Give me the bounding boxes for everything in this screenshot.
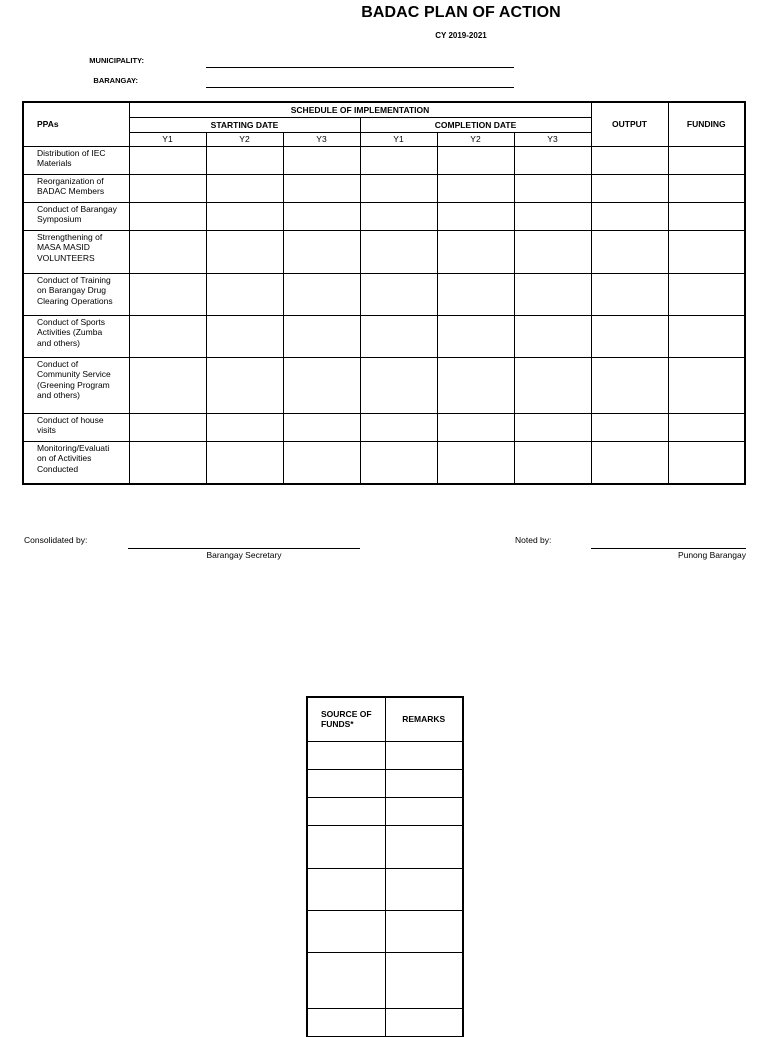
start-y3-header: Y3 xyxy=(283,132,360,146)
consolidated-by-signature-line[interactable] xyxy=(128,548,360,549)
table-cell[interactable] xyxy=(668,202,745,230)
table-row xyxy=(307,868,463,910)
source-of-funds-label: SOURCE OF FUNDS* xyxy=(321,709,372,730)
document-subtitle: CY 2019-2021 xyxy=(435,31,487,40)
ppa-label: Conduct of house visits xyxy=(37,414,104,435)
table-row xyxy=(307,769,463,797)
table-cell[interactable] xyxy=(591,315,668,357)
table-cell[interactable] xyxy=(514,413,591,441)
table-row xyxy=(307,1008,463,1036)
table-cell[interactable] xyxy=(385,868,463,910)
table-cell[interactable] xyxy=(360,441,437,484)
table-cell[interactable] xyxy=(206,202,283,230)
ppa-cell xyxy=(23,273,129,315)
table-cell[interactable] xyxy=(437,441,514,484)
table-row xyxy=(23,413,745,441)
table-cell[interactable] xyxy=(385,741,463,769)
table-cell[interactable] xyxy=(668,146,745,174)
table-row xyxy=(307,797,463,825)
ppa-cell xyxy=(23,146,129,174)
consolidated-by-label: Consolidated by: xyxy=(24,535,88,545)
ppa-label: Conduct of Sports Activities (Zumba and others) xyxy=(37,316,106,348)
table-cell[interactable] xyxy=(668,273,745,315)
table-cell[interactable] xyxy=(129,202,206,230)
table-cell[interactable] xyxy=(385,797,463,825)
table-cell[interactable] xyxy=(385,1008,463,1036)
table-cell[interactable] xyxy=(307,797,385,825)
table-row xyxy=(23,441,745,484)
table-cell[interactable] xyxy=(591,413,668,441)
source-of-funds-header xyxy=(307,697,385,741)
table-cell[interactable] xyxy=(514,357,591,413)
noted-by-signature-line[interactable] xyxy=(591,548,746,549)
barangay-field-line[interactable] xyxy=(206,87,514,88)
ppa-cell xyxy=(23,357,129,413)
ppa-cell xyxy=(23,174,129,202)
table-cell[interactable] xyxy=(206,413,283,441)
table-cell[interactable] xyxy=(360,315,437,357)
starting-date-header: STARTING DATE xyxy=(129,117,360,132)
table-cell[interactable] xyxy=(591,174,668,202)
table-cell[interactable] xyxy=(437,357,514,413)
table-cell[interactable] xyxy=(129,357,206,413)
table-cell[interactable] xyxy=(307,952,385,1008)
table-cell[interactable] xyxy=(206,230,283,273)
table-cell[interactable] xyxy=(385,825,463,868)
table-cell[interactable] xyxy=(206,315,283,357)
table-cell[interactable] xyxy=(514,146,591,174)
table-cell[interactable] xyxy=(206,174,283,202)
table-cell[interactable] xyxy=(129,315,206,357)
table-cell[interactable] xyxy=(437,174,514,202)
table-cell[interactable] xyxy=(129,273,206,315)
table-cell[interactable] xyxy=(385,910,463,952)
table-cell[interactable] xyxy=(283,174,360,202)
funding-header: FUNDING xyxy=(668,102,745,146)
ppa-label: Conduct of Training on Barangay Drug Clearing Operations xyxy=(37,274,113,306)
table-cell[interactable] xyxy=(437,230,514,273)
table-cell[interactable] xyxy=(283,202,360,230)
table-cell[interactable] xyxy=(360,146,437,174)
completion-y3-header: Y3 xyxy=(514,132,591,146)
document-title: BADAC PLAN OF ACTION xyxy=(361,4,561,21)
schedule-header: SCHEDULE OF IMPLEMENTATION xyxy=(129,102,591,117)
table-row xyxy=(23,202,745,230)
table-cell[interactable] xyxy=(591,230,668,273)
table-cell[interactable] xyxy=(129,230,206,273)
remarks-header: REMARKS xyxy=(385,697,463,741)
ppa-cell xyxy=(23,441,129,484)
barangay-label: BARANGAY: xyxy=(93,76,138,85)
table-cell[interactable] xyxy=(385,952,463,1008)
table-cell[interactable] xyxy=(668,357,745,413)
table-cell[interactable] xyxy=(591,441,668,484)
ppa-label: Conduct of Community Service (Greening Program and others) xyxy=(37,358,111,400)
table-cell[interactable] xyxy=(206,273,283,315)
table-cell[interactable] xyxy=(437,202,514,230)
table-cell[interactable] xyxy=(206,357,283,413)
table-cell[interactable] xyxy=(283,315,360,357)
table-cell[interactable] xyxy=(591,357,668,413)
table-cell[interactable] xyxy=(514,230,591,273)
ppa-cell xyxy=(23,315,129,357)
table-cell[interactable] xyxy=(591,202,668,230)
table-cell[interactable] xyxy=(385,769,463,797)
table-cell[interactable] xyxy=(591,146,668,174)
table-cell[interactable] xyxy=(668,413,745,441)
table-cell[interactable] xyxy=(307,769,385,797)
table-cell[interactable] xyxy=(283,413,360,441)
table-cell[interactable] xyxy=(360,230,437,273)
table-cell[interactable] xyxy=(437,273,514,315)
municipality-field-line[interactable] xyxy=(206,67,514,68)
table-cell[interactable] xyxy=(129,441,206,484)
completion-y2-header: Y2 xyxy=(437,132,514,146)
table-row xyxy=(307,952,463,1008)
ppa-label: Monitoring/Evaluati on of Activities Conducted xyxy=(37,442,110,474)
table-row xyxy=(23,357,745,413)
table-cell[interactable] xyxy=(283,273,360,315)
table-cell[interactable] xyxy=(283,230,360,273)
table-cell[interactable] xyxy=(514,273,591,315)
completion-y1-header: Y1 xyxy=(360,132,437,146)
table-cell[interactable] xyxy=(206,146,283,174)
table-cell[interactable] xyxy=(360,202,437,230)
table-cell[interactable] xyxy=(307,1008,385,1036)
ppa-cell xyxy=(23,413,129,441)
table-cell[interactable] xyxy=(514,202,591,230)
table-cell[interactable] xyxy=(307,741,385,769)
plan-of-action-table xyxy=(22,101,746,485)
ppas-header: PPAs xyxy=(23,102,129,146)
start-y2-header: Y2 xyxy=(206,132,283,146)
noted-by-caption: Punong Barangay xyxy=(677,550,746,560)
table-cell[interactable] xyxy=(283,441,360,484)
ppa-label: Strrengthening of MASA MASID VOLUNTEERS xyxy=(37,231,103,263)
table-cell[interactable] xyxy=(129,174,206,202)
table-cell[interactable] xyxy=(668,315,745,357)
table-cell[interactable] xyxy=(360,357,437,413)
table-cell[interactable] xyxy=(206,441,283,484)
municipality-label: MUNICIPALITY: xyxy=(89,56,144,65)
ppa-cell xyxy=(23,202,129,230)
ppa-label: Distribution of IEC Materials xyxy=(37,147,106,168)
completion-date-header: COMPLETION DATE xyxy=(360,117,591,132)
table-cell[interactable] xyxy=(437,146,514,174)
table-row xyxy=(307,910,463,952)
table-row xyxy=(23,273,745,315)
table-cell[interactable] xyxy=(307,825,385,868)
table-cell[interactable] xyxy=(307,910,385,952)
table-cell[interactable] xyxy=(283,146,360,174)
table-cell[interactable] xyxy=(514,441,591,484)
table-cell[interactable] xyxy=(129,146,206,174)
ppa-label: Reorganization of BADAC Members xyxy=(37,175,105,196)
table-cell[interactable] xyxy=(668,230,745,273)
funds-remarks-table xyxy=(306,696,464,1037)
table-row xyxy=(23,146,745,174)
table-cell[interactable] xyxy=(437,315,514,357)
noted-by-label: Noted by: xyxy=(515,535,552,545)
table-row xyxy=(307,741,463,769)
table-cell[interactable] xyxy=(360,413,437,441)
table-row xyxy=(23,174,745,202)
table-row xyxy=(23,315,745,357)
consolidated-by-caption: Barangay Secretary xyxy=(206,550,282,560)
table-cell[interactable] xyxy=(360,273,437,315)
ppa-label: Conduct of Barangay Symposium xyxy=(37,203,117,224)
table-row xyxy=(307,825,463,868)
table-cell[interactable] xyxy=(591,273,668,315)
table-cell[interactable] xyxy=(360,174,437,202)
ppa-cell xyxy=(23,230,129,273)
table-cell[interactable] xyxy=(668,441,745,484)
table-row xyxy=(23,230,745,273)
output-header: OUTPUT xyxy=(591,102,668,146)
table-cell[interactable] xyxy=(307,868,385,910)
table-cell[interactable] xyxy=(437,413,514,441)
table-cell[interactable] xyxy=(283,357,360,413)
table-cell[interactable] xyxy=(129,413,206,441)
table-cell[interactable] xyxy=(668,174,745,202)
start-y1-header: Y1 xyxy=(129,132,206,146)
table-cell[interactable] xyxy=(514,315,591,357)
table-cell[interactable] xyxy=(514,174,591,202)
